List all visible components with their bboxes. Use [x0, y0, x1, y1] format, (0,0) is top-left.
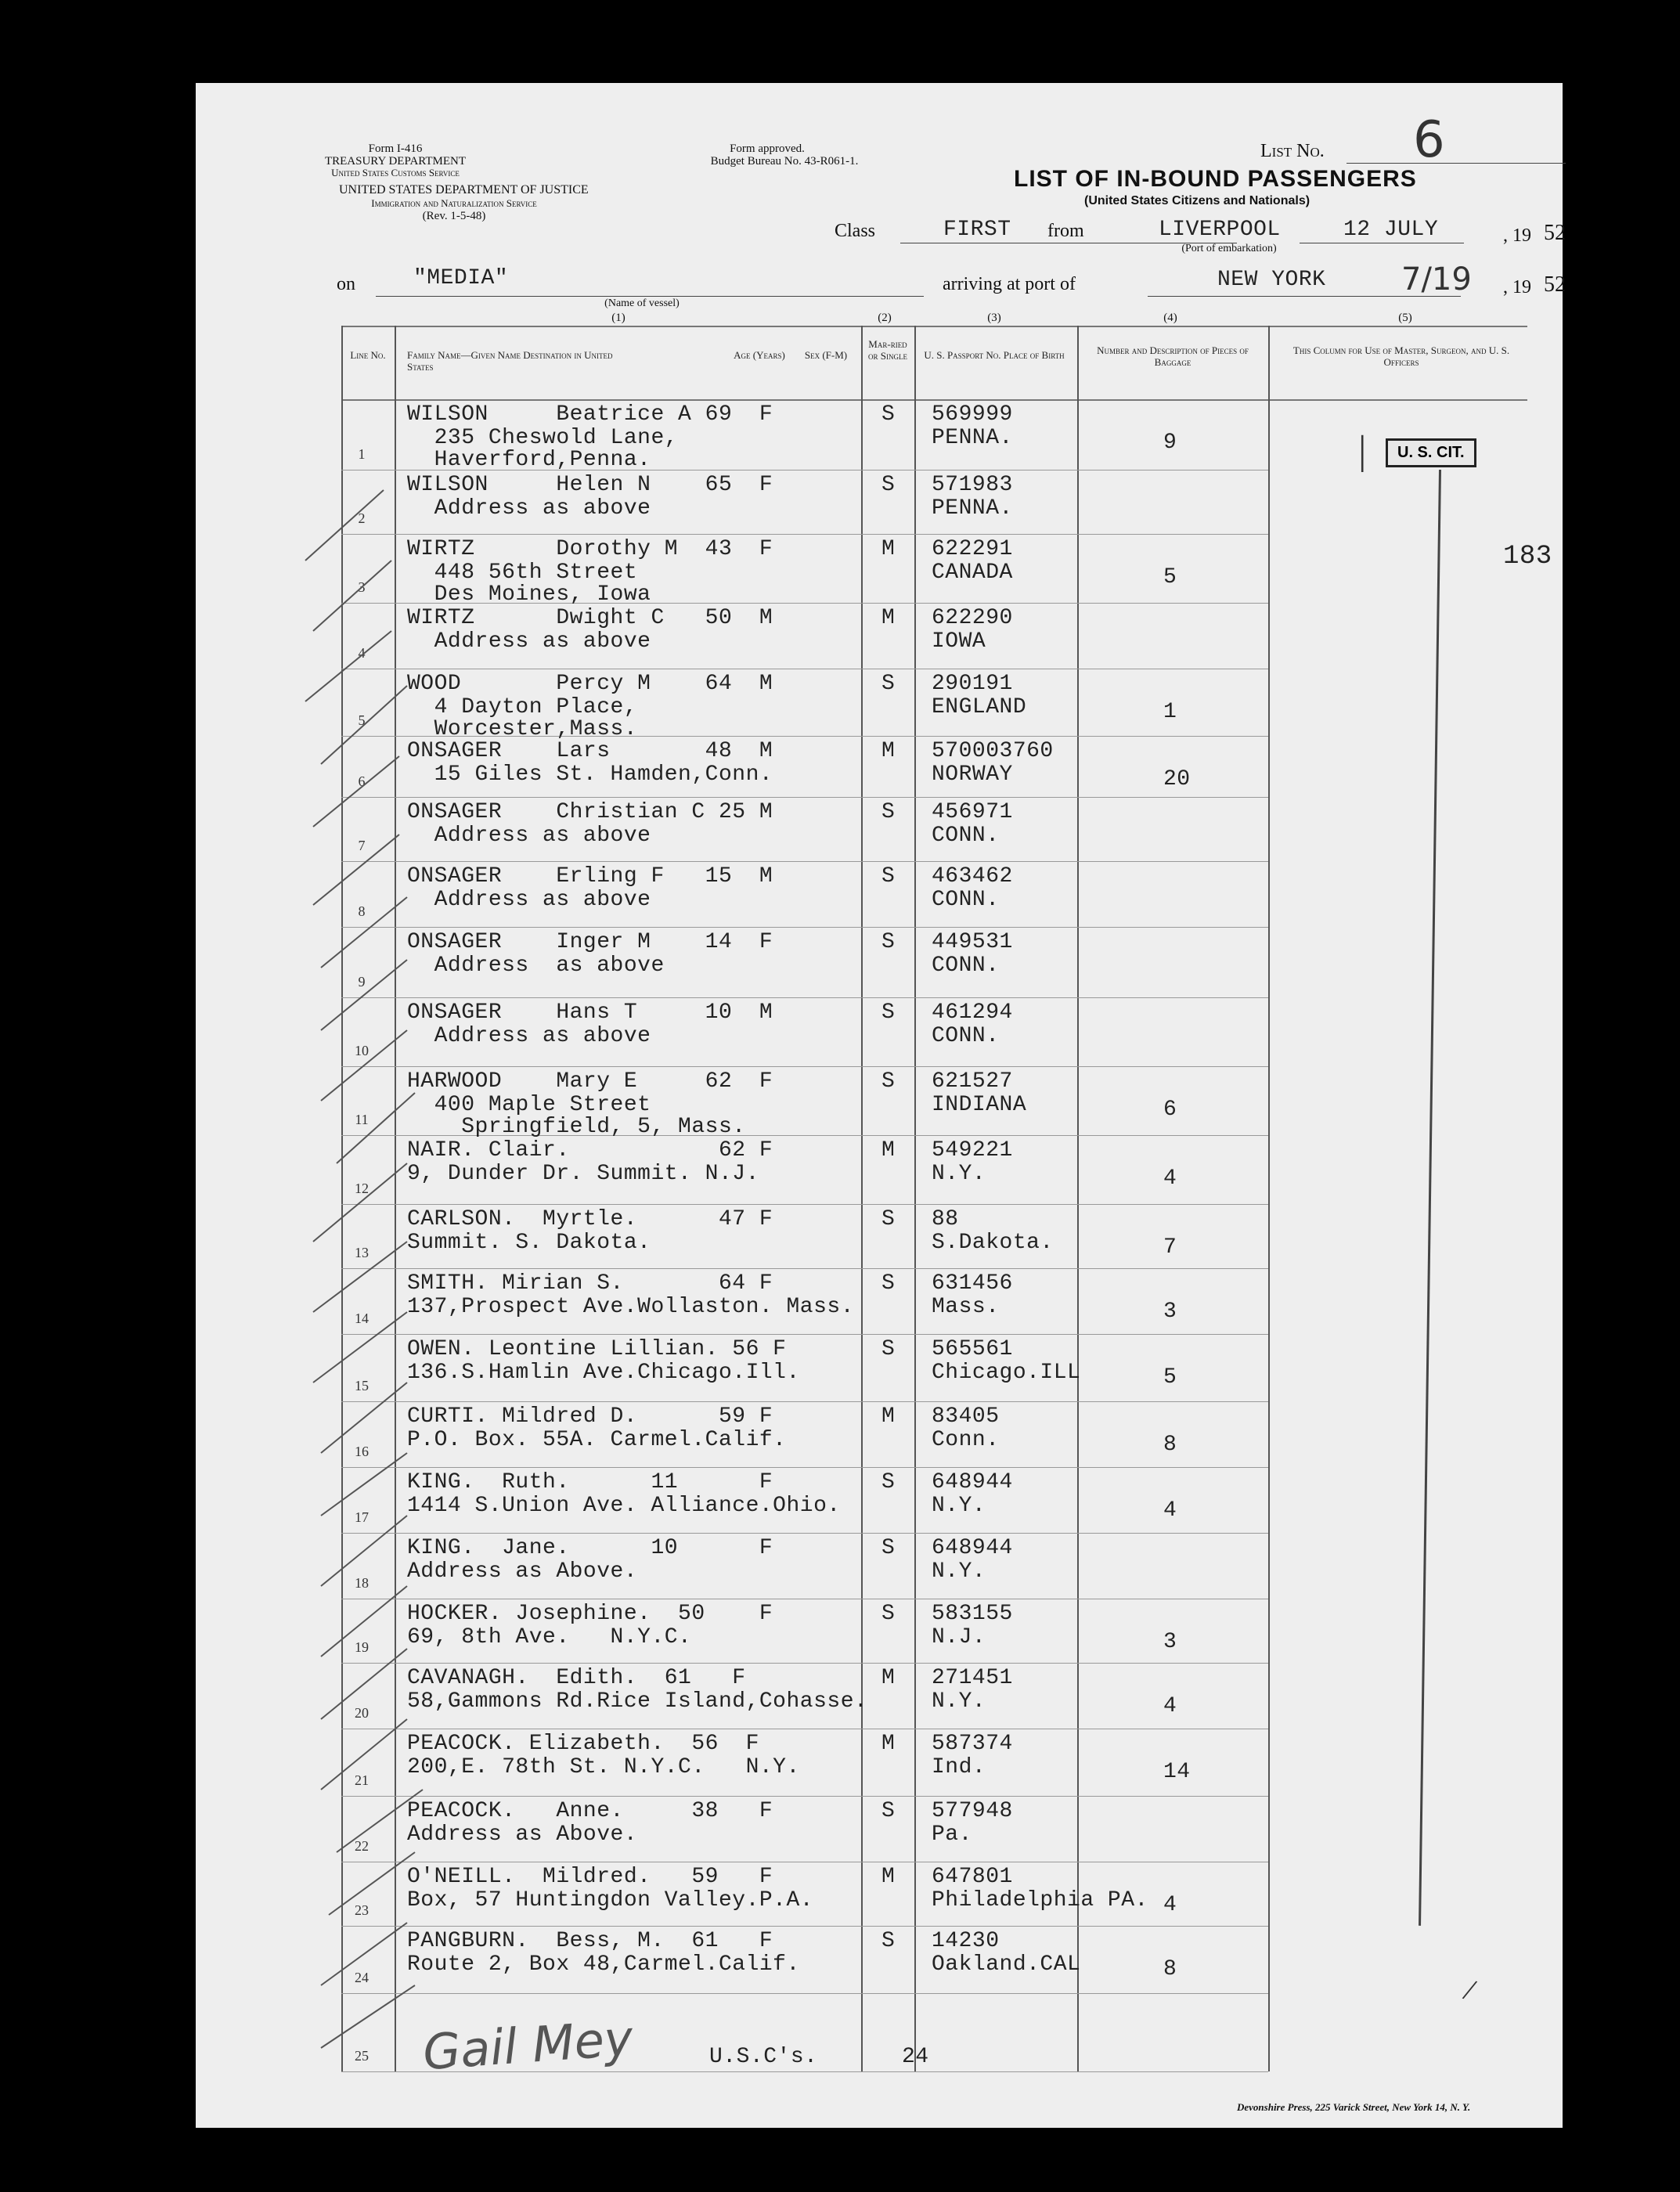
- line-number: 7: [358, 838, 366, 853]
- col-header-baggage: Number and Description of Pieces of Baggage: [1097, 344, 1249, 368]
- passenger-address-2: Springfield, 5, Mass.: [407, 1115, 746, 1139]
- passenger-name: PANGBURN. Bess, M. 61 F: [407, 1929, 773, 1953]
- place-of-birth: Philadelphia PA.: [932, 1888, 1148, 1913]
- place-of-birth: Chicago.ILL: [932, 1361, 1081, 1385]
- place-of-birth: CONN.: [932, 1024, 1000, 1048]
- passport-number: 83405: [932, 1404, 1000, 1429]
- baggage-count: 3: [1163, 1300, 1177, 1324]
- passport-number: 88: [932, 1207, 959, 1231]
- passenger-name: KING. Ruth. 11 F: [407, 1470, 773, 1494]
- line-number: 13: [355, 1245, 369, 1260]
- passport-number: 631456: [932, 1271, 1013, 1296]
- passenger-name: O'NEILL. Mildred. 59 F: [407, 1865, 773, 1889]
- passport-number: 583155: [932, 1602, 1013, 1626]
- passenger-name: CURTI. Mildred D. 59 F: [407, 1404, 773, 1429]
- list-no-label: List No.: [1260, 141, 1325, 161]
- row-rule: [341, 1334, 1268, 1335]
- marital-status: S: [881, 864, 896, 889]
- col-num-4: (4): [1163, 312, 1177, 324]
- marital-status: S: [881, 1536, 896, 1560]
- passenger-address: 9, Dunder Dr. Summit. N.J.: [407, 1162, 759, 1186]
- line-number: 20: [355, 1705, 369, 1721]
- line-number: 24: [355, 1970, 369, 1985]
- line-number: 10: [355, 1043, 369, 1058]
- marital-status: M: [881, 1138, 896, 1163]
- passenger-name: PEACOCK. Elizabeth. 56 F: [407, 1732, 759, 1756]
- baggage-count: 20: [1163, 767, 1191, 791]
- passport-number: 587374: [932, 1732, 1013, 1756]
- col-header-line: Line No.: [350, 349, 386, 361]
- form-title: LIST OF IN-BOUND PASSENGERS: [1014, 166, 1417, 192]
- marital-status: S: [881, 1470, 896, 1494]
- row-rule: [341, 534, 1268, 535]
- passport-number: 570003760: [932, 739, 1054, 763]
- place-of-birth: Mass.: [932, 1295, 1000, 1319]
- on-label: on: [337, 274, 355, 294]
- row-rule: [341, 1796, 1268, 1797]
- from-label: from: [1047, 221, 1084, 241]
- passenger-name: ONSAGER Hans T 10 M: [407, 1000, 773, 1025]
- passenger-address: Address as above: [407, 954, 665, 978]
- baggage-count: 8: [1163, 1957, 1177, 1981]
- check-marks: [290, 396, 462, 2079]
- passenger-address: 235 Cheswold Lane,: [407, 426, 679, 450]
- embark-caption: (Port of embarkation): [1181, 243, 1277, 254]
- place-of-birth: CONN.: [932, 824, 1000, 848]
- marital-status: S: [881, 473, 896, 497]
- line-number: 12: [355, 1181, 369, 1196]
- passenger-address: 4 Dayton Place,: [407, 695, 638, 719]
- passenger-address: 136.S.Hamlin Ave.Chicago.Ill.: [407, 1361, 800, 1385]
- place-of-birth: N.Y.: [932, 1559, 986, 1584]
- passport-number: 14230: [932, 1929, 1000, 1953]
- line-number: 5: [358, 712, 366, 728]
- passenger-address: Address as above: [407, 888, 651, 912]
- place-of-birth: Pa.: [932, 1822, 972, 1847]
- passport-number: 621527: [932, 1069, 1013, 1094]
- col-num-5: (5): [1398, 312, 1412, 324]
- year-1: 52: [1544, 221, 1566, 245]
- marital-status: S: [881, 930, 896, 954]
- marital-status: S: [881, 1929, 896, 1953]
- row-rule: [341, 1401, 1268, 1402]
- baggage-count: 4: [1163, 1498, 1177, 1523]
- passenger-address: Box, 57 Huntingdon Valley.P.A.: [407, 1888, 814, 1913]
- row-rule: [341, 797, 1268, 798]
- list-no-value: 6: [1413, 111, 1445, 169]
- passenger-name: ONSAGER Christian C 25 M: [407, 800, 773, 824]
- ditto-line: [1419, 470, 1441, 1926]
- passenger-address: 200,E. 78th St. N.Y.C. N.Y.: [407, 1755, 800, 1779]
- marital-status: S: [881, 672, 896, 696]
- form-approved: Form approved.: [730, 142, 805, 155]
- passenger-name: HOCKER. Josephine. 50 F: [407, 1602, 773, 1626]
- place-of-birth: Conn.: [932, 1428, 1000, 1452]
- justice-dept: UNITED STATES DEPARTMENT OF JUSTICE: [339, 183, 589, 196]
- place-of-birth: Ind.: [932, 1755, 986, 1779]
- header-bottom-rule: [341, 399, 1527, 401]
- passenger-address: Summit. S. Dakota.: [407, 1231, 651, 1255]
- passport-number: 549221: [932, 1138, 1013, 1163]
- passenger-address: 1414 S.Union Ave. Alliance.Ohio.: [407, 1494, 841, 1518]
- passport-number: 571983: [932, 473, 1013, 497]
- line-number: 3: [358, 579, 366, 595]
- col-header-passport: U. S. Passport No. Place of Birth: [924, 349, 1065, 361]
- arriving-label: arriving at port of: [943, 274, 1076, 294]
- year-2: 52: [1544, 272, 1566, 297]
- passenger-name: SMITH. Mirian S. 64 F: [407, 1271, 773, 1296]
- passport-number: 463462: [932, 864, 1013, 889]
- passenger-name: NAIR. Clair. 62 F: [407, 1138, 773, 1163]
- ditto-end-tick: /: [1459, 1971, 1480, 2008]
- passenger-address-2: Haverford,Penna.: [407, 448, 651, 472]
- row-rule: [341, 1663, 1268, 1664]
- passenger-address: 400 Maple Street: [407, 1093, 651, 1117]
- baggage-count: 3: [1163, 1630, 1177, 1654]
- passenger-name: ONSAGER Inger M 14 F: [407, 930, 773, 954]
- passenger-address: P.O. Box. 55A. Carmel.Calif.: [407, 1428, 787, 1452]
- row-rule: [341, 927, 1268, 928]
- passenger-address: Address as above: [407, 496, 651, 521]
- passport-number: 449531: [932, 930, 1013, 954]
- baggage-count: 9: [1163, 431, 1177, 455]
- marital-status: S: [881, 402, 896, 427]
- place-of-birth: IOWA: [932, 629, 986, 654]
- place-of-birth: ENGLAND: [932, 695, 1027, 719]
- ins-service: Immigration and Naturalization Service: [371, 197, 537, 209]
- passenger-name: KING. Jane. 10 F: [407, 1536, 773, 1560]
- embark-port: LIVERPOOL: [1159, 218, 1281, 242]
- officer-signature: Gail Mey: [420, 2009, 635, 2082]
- departure-date: 12 JULY: [1343, 218, 1439, 242]
- col-num-2: (2): [878, 312, 892, 324]
- place-of-birth: S.Dakota.: [932, 1231, 1054, 1255]
- col-rule: [861, 326, 863, 2071]
- revision: (Rev. 1-5-48): [422, 210, 486, 222]
- passenger-name: CARLSON. Myrtle. 47 F: [407, 1207, 773, 1231]
- baggage-count: 4: [1163, 1694, 1177, 1718]
- passenger-address: Address as Above.: [407, 1559, 638, 1584]
- passenger-name: PEACOCK. Anne. 38 F: [407, 1799, 773, 1823]
- place-of-birth: NORWAY: [932, 763, 1013, 787]
- passenger-address-2: Worcester,Mass.: [407, 717, 638, 741]
- customs-service: United States Customs Service: [331, 167, 460, 178]
- row-rule: [341, 1926, 1268, 1927]
- passenger-name: ONSAGER Lars 48 M: [407, 739, 773, 763]
- marital-status: S: [881, 1602, 896, 1626]
- passenger-address: Address as above: [407, 1024, 651, 1048]
- passport-number: 648944: [932, 1470, 1013, 1494]
- row-rule: [341, 1533, 1268, 1534]
- passport-number: 622291: [932, 537, 1013, 561]
- marital-status: M: [881, 537, 896, 561]
- marital-status: S: [881, 1069, 896, 1094]
- baggage-count: 1: [1163, 700, 1177, 724]
- passport-number: 290191: [932, 672, 1013, 696]
- col-num-1: (1): [611, 312, 625, 324]
- place-of-birth: N.Y.: [932, 1689, 986, 1714]
- line-number: 21: [355, 1772, 369, 1788]
- marital-status: S: [881, 1337, 896, 1361]
- vessel-name: "MEDIA": [413, 266, 509, 290]
- marital-status: M: [881, 606, 896, 630]
- place-of-birth: CONN.: [932, 888, 1000, 912]
- line-number: 9: [358, 974, 366, 990]
- line-number: 22: [355, 1838, 369, 1854]
- marital-status: S: [881, 1271, 896, 1296]
- vessel-caption: (Name of vessel): [604, 297, 680, 309]
- passenger-address: 58,Gammons Rd.Rice Island,Cohasse.: [407, 1689, 868, 1714]
- marital-status: M: [881, 739, 896, 763]
- marital-status: M: [881, 1666, 896, 1690]
- row-rule: [341, 1467, 1268, 1468]
- arrival-date: 7/19: [1401, 261, 1472, 297]
- passport-number: 456971: [932, 800, 1013, 824]
- line-number: 4: [358, 645, 366, 661]
- line-number: 14: [355, 1311, 369, 1326]
- place-of-birth: N.J.: [932, 1625, 986, 1649]
- manifest-sheet: [196, 83, 1566, 2128]
- place-of-birth: CANADA: [932, 561, 1013, 585]
- table-top-rule: [341, 326, 1527, 327]
- passenger-name: WOOD Percy M 64 M: [407, 672, 773, 696]
- marital-status: M: [881, 1732, 896, 1756]
- class-value: FIRST: [943, 218, 1011, 242]
- line-number: 17: [355, 1509, 369, 1525]
- form-number: Form I-416: [368, 142, 423, 155]
- passenger-name: WIRTZ Dwight C 50 M: [407, 606, 773, 630]
- line-number: 23: [355, 1902, 369, 1918]
- passport-number: 569999: [932, 402, 1013, 427]
- baggage-count: 5: [1163, 1365, 1177, 1390]
- passenger-address-2: Des Moines, Iowa: [407, 582, 651, 607]
- passenger-name: OWEN. Leontine Lillian. 56 F: [407, 1337, 787, 1361]
- place-of-birth: PENNA.: [932, 426, 1013, 450]
- arrival-port: NEW YORK: [1217, 268, 1326, 292]
- baggage-count: 4: [1163, 1166, 1177, 1191]
- stamp-tick: |: [1358, 428, 1367, 473]
- passenger-name: WILSON Helen N 65 F: [407, 473, 773, 497]
- baggage-count: 6: [1163, 1098, 1177, 1122]
- line-number: 18: [355, 1575, 369, 1591]
- row-rule: [341, 1993, 1268, 1994]
- passenger-name: WILSON Beatrice A 69 F: [407, 402, 773, 427]
- baggage-count: 4: [1163, 1893, 1177, 1917]
- total-label: U.S.C's.: [709, 2045, 818, 2069]
- passenger-name: CAVANAGH. Edith. 61 F: [407, 1666, 746, 1690]
- passenger-name: WIRTZ Dorothy M 43 F: [407, 537, 773, 561]
- row-rule: [341, 1066, 1268, 1067]
- us-citizen-stamp: U. S. CIT.: [1386, 438, 1476, 467]
- list-no-line: [1347, 163, 1566, 164]
- passport-number: 577948: [932, 1799, 1013, 1823]
- line-number: 11: [355, 1112, 369, 1127]
- line-number: 19: [355, 1639, 369, 1655]
- marital-status: S: [881, 1000, 896, 1025]
- line-number: 25: [355, 2048, 369, 2064]
- passenger-name: ONSAGER Erling F 15 M: [407, 864, 773, 889]
- class-label: Class: [835, 221, 876, 241]
- place-of-birth: PENNA.: [932, 496, 1013, 521]
- passport-number: 622290: [932, 606, 1013, 630]
- vessel-line: [376, 296, 924, 297]
- passenger-address: 448 56th Street: [407, 561, 638, 585]
- col-header-sex: Sex (F-M): [804, 349, 848, 361]
- col-header-married: Mar-ried or Single: [868, 338, 907, 362]
- place-of-birth: Oakland.CAL: [932, 1952, 1081, 1977]
- year-prefix-1: , 19: [1503, 225, 1531, 246]
- passport-number: 271451: [932, 1666, 1013, 1690]
- passport-number: 461294: [932, 1000, 1013, 1025]
- year-prefix-2: , 19: [1503, 277, 1531, 297]
- line-number: 2: [358, 510, 366, 526]
- budget-bureau: Budget Bureau No. 43-R061-1.: [710, 155, 859, 168]
- col-header-age: Age (Years): [734, 349, 785, 361]
- passenger-address: 69, 8th Ave. N.Y.C.: [407, 1625, 692, 1649]
- baggage-count: 5: [1163, 565, 1177, 589]
- printer-imprint: Devonshire Press, 225 Varick Street, New York 14, N. Y.: [1237, 2101, 1471, 2113]
- marital-status: S: [881, 1799, 896, 1823]
- line-number: 15: [355, 1378, 369, 1393]
- baggage-count: 8: [1163, 1433, 1177, 1457]
- passenger-address: 15 Giles St. Hamden,Conn.: [407, 763, 773, 787]
- col-header-officers: This Column for Use of Master, Surgeon, and U. S. Officers: [1292, 344, 1510, 368]
- col-rule: [914, 326, 916, 2071]
- marital-status: S: [881, 1207, 896, 1231]
- place-of-birth: N.Y.: [932, 1162, 986, 1186]
- passport-number: 565561: [932, 1337, 1013, 1361]
- passport-number: 648944: [932, 1536, 1013, 1560]
- form-subtitle: (United States Citizens and Nationals): [1084, 194, 1310, 207]
- place-of-birth: CONN.: [932, 954, 1000, 978]
- passport-number: 647801: [932, 1865, 1013, 1889]
- row-rule: [341, 861, 1268, 862]
- passenger-name: HARWOOD Mary E 62 F: [407, 1069, 773, 1094]
- place-of-birth: INDIANA: [932, 1093, 1027, 1117]
- col-rule: [1077, 326, 1079, 2071]
- baggage-count: 14: [1163, 1760, 1191, 1784]
- col-header-name: Family Name—Given Name Destination in United States: [407, 349, 613, 373]
- total-value: 24: [902, 2045, 929, 2069]
- marital-status: S: [881, 800, 896, 824]
- row-rule: [341, 1268, 1268, 1269]
- line-number: 6: [358, 773, 366, 789]
- passenger-address: Route 2, Box 48,Carmel.Calif.: [407, 1952, 800, 1977]
- col-num-3: (3): [987, 312, 1001, 324]
- line-number: 1: [358, 446, 366, 462]
- col-rule: [1268, 326, 1270, 2071]
- row-rule: [341, 1204, 1268, 1205]
- passenger-address: Address as above: [407, 824, 651, 848]
- margin-number: 183: [1503, 542, 1552, 571]
- marital-status: M: [881, 1404, 896, 1429]
- baggage-count: 7: [1163, 1235, 1177, 1260]
- treasury-dept: TREASURY DEPARTMENT: [324, 155, 467, 168]
- place-of-birth: N.Y.: [932, 1494, 986, 1518]
- passenger-address: Address as above: [407, 629, 651, 654]
- row-rule: [341, 997, 1268, 998]
- line-number: 16: [355, 1444, 369, 1459]
- passenger-address: Address as Above.: [407, 1822, 638, 1847]
- passenger-address: 137,Prospect Ave.Wollaston. Mass.: [407, 1295, 854, 1319]
- marital-status: M: [881, 1865, 896, 1889]
- line-number: 8: [358, 903, 366, 919]
